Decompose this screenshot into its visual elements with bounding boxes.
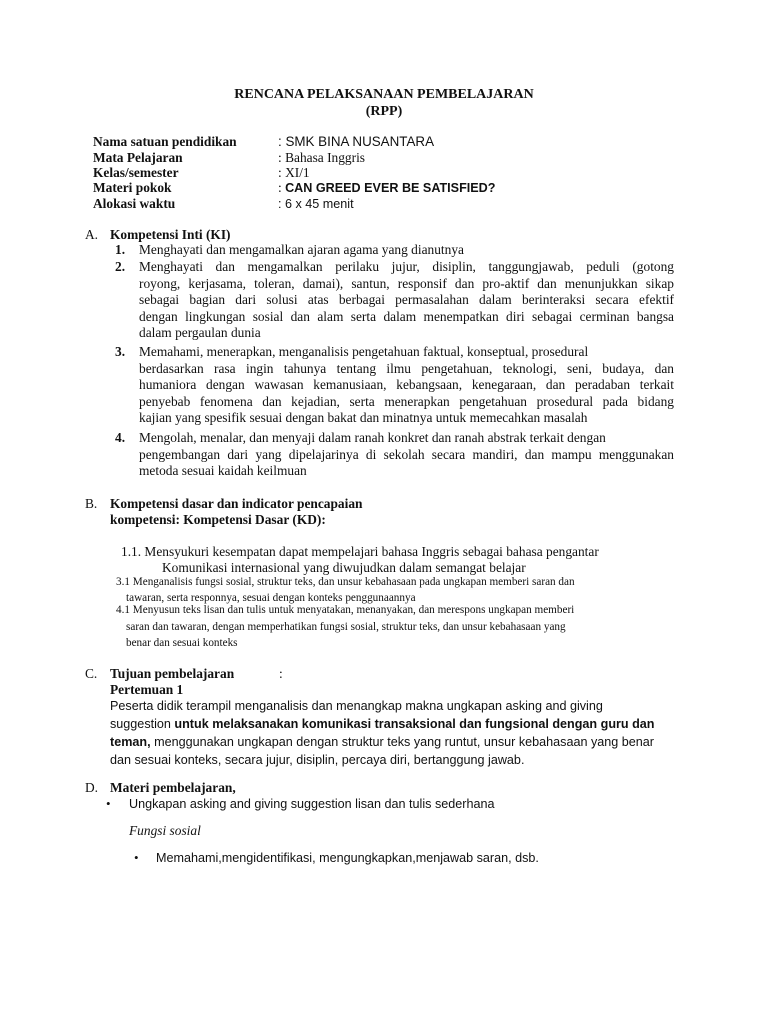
materi-pokok-value: CAN GREED EVER BE SATISFIED? xyxy=(285,181,496,195)
list-number: 3. xyxy=(115,344,126,359)
section-letter: B. xyxy=(85,496,98,511)
kd-4-1-continued: saran dan tawaran, dengan memperhatikan fungsi sosial, struktur teks, dan unsur kebahasaan yang xyxy=(126,621,566,633)
text-run-bold: teman, xyxy=(110,735,151,749)
text-line: dalam pergaulan dunia xyxy=(139,325,261,340)
text-line: berdasarkan rasa ingin tahunya tentang ilmu pengetahuan, teknologi, seni, budaya, dan xyxy=(139,360,674,376)
text-line: humaniora dengan wawasan kemanusiaan, kebangsaan, kenegaraan, dan peradaban terkait xyxy=(139,377,674,392)
identity-label: Materi pokok xyxy=(93,180,172,195)
identity-label: Alokasi waktu xyxy=(93,196,176,211)
kd-3-1: 3.1 Menganalisis fungsi sosial, struktur teks, dan unsur kebahasaan pada ungkapan memberi saran dan xyxy=(116,576,575,588)
section-letter: A. xyxy=(85,227,99,242)
list-number: 2. xyxy=(115,259,126,274)
section-letter: C. xyxy=(85,666,98,681)
identity-label: Mata Pelajaran xyxy=(93,150,183,165)
section-title-continued: kompetensi: Kompetensi Dasar (KD): xyxy=(110,512,326,527)
text-line: kajian yang spesifik sesuai dengan bakat dan minatnya untuk memecahkan masalah xyxy=(139,410,588,425)
section-title: Kompetensi Inti (KI) xyxy=(110,227,231,242)
list-number: 4. xyxy=(115,430,126,445)
list-item xyxy=(139,344,674,427)
bullet-icon: • xyxy=(134,850,139,865)
text-line: royong, kerjasama, toleran, damai), santun, responsif dan pro-aktif dan menunjukkan sikap xyxy=(139,275,674,291)
list-item: Memahami,mengidentifikasi, mengungkapkan,menjawab saran, dsb. xyxy=(156,851,539,865)
text-run-bold: untuk melaksanakan komunikasi transaksional dan fungsional dengan guru dan xyxy=(174,717,655,731)
identity-value: : 6 x 45 menit xyxy=(278,197,354,211)
text-line xyxy=(110,733,655,751)
text-line: dan sesuai konteks, secara jujur, disiplin, percaya diri, bertanggung jawab. xyxy=(110,753,525,767)
text-line: dengan lingkungan sosial dan alam serta dalam menempatkan diri sebagai cerminan bangsa xyxy=(139,308,674,324)
identity-label: Kelas/semester xyxy=(93,165,179,180)
identity-value: : Bahasa Inggris xyxy=(278,150,366,165)
objective-paragraph xyxy=(110,697,655,769)
bullet-icon: • xyxy=(106,796,111,811)
meeting-label: Pertemuan 1 xyxy=(110,682,184,697)
text-line xyxy=(110,715,655,733)
kd-1-1: 1.1. Mensyukuri kesempatan dapat mempelajari bahasa Inggris sebagai bahasa pengantar xyxy=(121,544,599,559)
document-title: RENCANA PELAKSANAAN PEMBELAJARAN xyxy=(234,87,534,102)
list-item xyxy=(139,430,674,480)
section-title: Materi pembelajaran, xyxy=(110,780,236,795)
kd-4-1: 4.1 Menyusun teks lisan dan tulis untuk menyatakan, menanyakan, dan merespons ungkapan memberi xyxy=(116,604,575,616)
identity-value: : XI/1 xyxy=(278,165,310,180)
subheading: Fungsi sosial xyxy=(129,823,201,838)
kd-1-1-continued: Komunikasi internasional yang diwujudkan dalam semangat belajar xyxy=(162,560,526,575)
document-subtitle: (RPP) xyxy=(365,104,403,119)
list-item xyxy=(139,259,674,342)
kd-4-1-continued: benar dan sesuai konteks xyxy=(126,637,238,649)
list-number: 1. xyxy=(115,242,126,257)
list-item xyxy=(139,242,674,259)
identity-label: Nama satuan pendidikan xyxy=(93,134,237,149)
section-letter: D. xyxy=(85,780,99,795)
text-run: menggunakan ungkapan dengan struktur teks yang runtut, unsur kebahasaan yang benar xyxy=(150,735,654,749)
kd-3-1-continued: tawaran, serta responnya, sesuai dengan konteks penggunaannya xyxy=(126,592,416,604)
text-line: Memahami, menerapkan, menganalisis pengetahuan faktual, konseptual, prosedural xyxy=(139,344,589,359)
text-line: sebagai bagian dari solusi atas berbagai permasalahan dalam berinteraksi secara efektif xyxy=(139,292,674,307)
text-line: Menghayati dan mengamalkan ajaran agama yang dianutnya xyxy=(139,242,464,257)
text-run: suggestion xyxy=(110,717,175,731)
section-title: Kompetensi dasar dan indicator pencapaian xyxy=(110,496,363,511)
text-line: pengembangan dari yang dipelajarinya di sekolah secara mandiri, dan mampu menggunakan xyxy=(139,446,674,462)
text-line: Mengolah, menalar, dan menyaji dalam ranah konkret dan ranah abstrak terkait dengan xyxy=(139,430,606,445)
text-line: penyebab fenomena dan kejadian, serta menerapkan pengetahuan prosedural pada bidang xyxy=(139,393,674,409)
text-line: Menghayati dan mengamalkan perilaku jujur, disiplin, tanggungjawab, peduli (gotong xyxy=(139,259,674,274)
section-title: Tujuan pembelajaran xyxy=(110,666,235,681)
section-title-colon: : xyxy=(279,666,283,681)
identity-value-prefix: : xyxy=(278,180,286,195)
list-item: Ungkapan asking and giving suggestion lisan dan tulis sederhana xyxy=(129,797,495,811)
identity-value: : SMK BINA NUSANTARA xyxy=(278,134,435,149)
identity-value xyxy=(278,180,495,197)
text-line: Peserta didik terampil menganalisis dan menangkap makna ungkapan asking and giving xyxy=(110,699,603,713)
text-line: metoda sesuai kaidah keilmuan xyxy=(139,463,307,478)
